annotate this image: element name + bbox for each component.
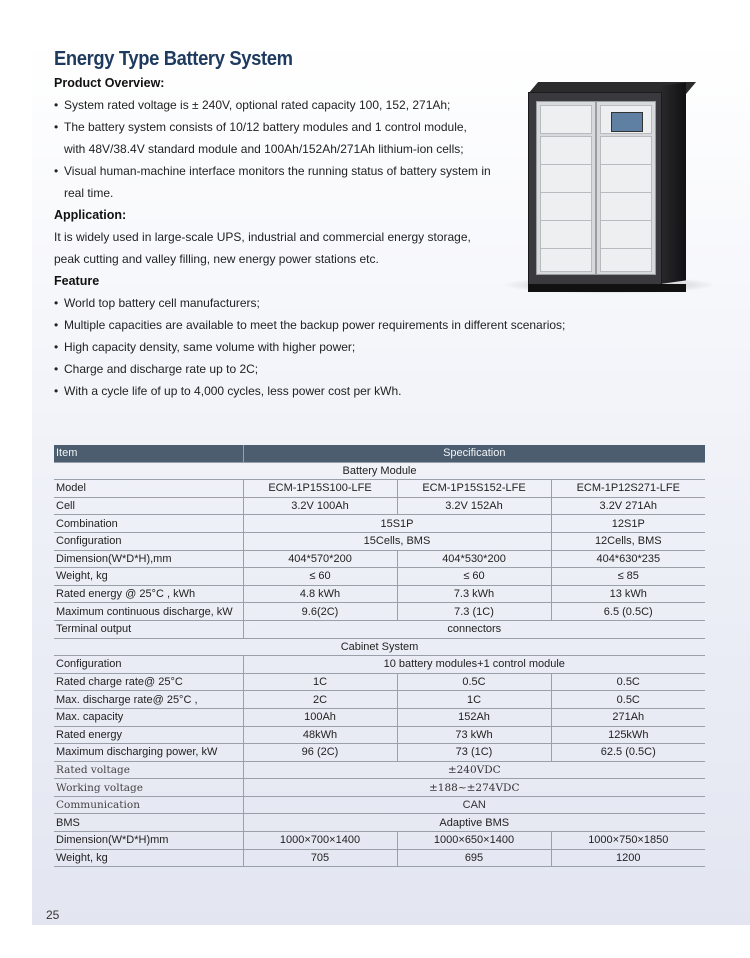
overview-continuation: real time.: [64, 186, 114, 200]
cabinet-control-module: [600, 105, 652, 134]
cabinet-battery-module: [540, 220, 592, 249]
table-row: Dimension(W*D*H)mm 1000×700×1400 1000×650×1400 1000×750×1850: [54, 832, 705, 850]
table-row: Cell 3.2V 100Ah 3.2V 152Ah 3.2V 271Ah: [54, 497, 705, 515]
feature-bullet: • Multiple capacities are available to meet the backup power requirements in different scenarios;: [54, 318, 566, 332]
overview-heading: Product Overview:: [54, 76, 165, 90]
table-row: Communication CAN: [54, 796, 705, 814]
table-row: Rated energy 48kWh 73 kWh 125kWh: [54, 726, 705, 744]
spec-table: [54, 445, 705, 867]
overview-bullet: • System rated voltage is ± 240V, optional rated capacity 100, 152, 271Ah;: [54, 98, 451, 112]
cabinet-side: [660, 82, 686, 284]
table-row: BMS Adaptive BMS: [54, 814, 705, 832]
cabinet-battery-module: [600, 192, 652, 221]
header-specification: Specification: [243, 445, 705, 462]
table-row: Rated charge rate@ 25°C 1C 0.5C 0.5C: [54, 673, 705, 691]
overview-bullet: • Visual human-machine interface monitors the running status of battery system in: [54, 164, 491, 178]
table-row: Maximum continuous discharge, kW 9.6(2C) 7.3 (1C) 6.5 (0.5C): [54, 603, 705, 621]
cabinet-control-module: [540, 105, 592, 134]
feature-bullet: • With a cycle life of up to 4,000 cycles, less power cost per kWh.: [54, 384, 402, 398]
application-line: It is widely used in large-scale UPS, industrial and commercial energy storage,: [54, 230, 471, 244]
table-row: Rated voltage ±240VDC: [54, 761, 705, 779]
table-row: Terminal output connectors: [54, 620, 705, 638]
cabinet-battery-module: [600, 220, 652, 249]
table-row: Max. capacity 100Ah 152Ah 271Ah: [54, 708, 705, 726]
cabinet-battery-module: [540, 164, 592, 193]
table-row: Model ECM-1P15S100-LFE ECM-1P15S152-LFE ECM-1P12S271-LFE: [54, 480, 705, 498]
table-row: Weight, kg 705 695 1200: [54, 849, 705, 867]
group-row-cabinet-system: Cabinet System: [54, 638, 705, 656]
group-row-battery-module: Battery Module: [54, 462, 705, 480]
cabinet-door-right: [596, 101, 656, 275]
page-number: 25: [46, 908, 60, 922]
table-header-row: [54, 445, 705, 462]
table-row: Rated energy @ 25°C , kWh 4.8 kWh 7.3 kWh 13 kWh: [54, 585, 705, 603]
header-item: Item: [54, 445, 243, 462]
table-row: Max. discharge rate@ 25°C , 2C 1C 0.5C: [54, 691, 705, 709]
feature-bullet: • World top battery cell manufacturers;: [54, 296, 260, 310]
table-row: Working voltage ±188~±274VDC: [54, 779, 705, 797]
table-row: Maximum discharging power, kW 96 (2C) 73 (1C) 62.5 (0.5C): [54, 744, 705, 762]
page-title: Energy Type Battery System: [54, 48, 293, 70]
cabinet-battery-module: [600, 136, 652, 165]
cabinet-battery-module: [600, 164, 652, 193]
cabinet-battery-module: [540, 136, 592, 165]
feature-bullet: • High capacity density, same volume with higher power;: [54, 340, 356, 354]
cabinet-door-left: [536, 101, 596, 275]
table-row: Configuration 15Cells, BMS 12Cells, BMS: [54, 532, 705, 550]
table-row: Combination 15S1P 12S1P: [54, 515, 705, 533]
cabinet-battery-module: [600, 248, 652, 272]
table-row: Weight, kg ≤ 60 ≤ 60 ≤ 85: [54, 568, 705, 586]
table-row: Configuration 10 battery modules+1 control module: [54, 656, 705, 674]
cabinet-base: [528, 284, 686, 292]
cabinet-hmi-screen: [611, 112, 643, 132]
table-row: Dimension(W*D*H),mm 404*570*200 404*530*200 404*630*235: [54, 550, 705, 568]
cabinet-battery-module: [540, 192, 592, 221]
battery-cabinet-image: [510, 80, 710, 300]
overview-bullet: • The battery system consists of 10/12 battery modules and 1 control module,: [54, 120, 467, 134]
application-line: peak cutting and valley filling, new energy power stations etc.: [54, 252, 379, 266]
overview-continuation: with 48V/38.4V standard module and 100Ah/152Ah/271Ah lithium-ion cells;: [64, 142, 464, 156]
cabinet-battery-module: [540, 248, 592, 272]
feature-bullet: • Charge and discharge rate up to 2C;: [54, 362, 259, 376]
cabinet-body: [528, 92, 662, 286]
feature-heading: Feature: [54, 274, 100, 288]
application-heading: Application:: [54, 208, 127, 222]
